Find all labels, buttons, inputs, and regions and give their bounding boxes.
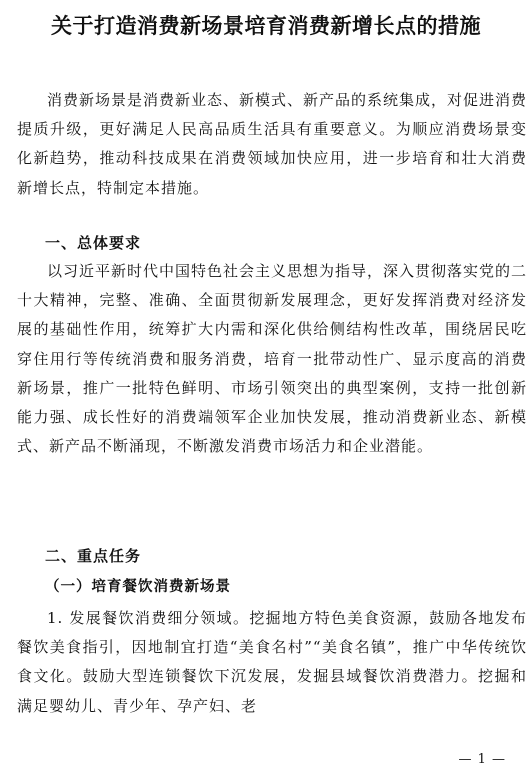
intro-paragraph: 消费新场景是消费新业态、新模式、新产品的系统集成，对促进消费提质升级，更好满足人民高品质生活具有重要意义。为顺应消费场景变化新趋势，推动科技成果在消费领域加快应用，进一步培育和壮大消费新增长点，特制定本措施。	[17, 91, 528, 197]
document-title: 关于打造消费新场景培育消费新增长点的措施	[51, 13, 481, 38]
subsection-heading-catering: （一）培育餐饮消费新场景	[45, 579, 231, 595]
section-heading-key-tasks: 二、重点任务	[45, 547, 142, 565]
item-1-paragraph: 1. 发展餐饮消费细分领域。挖掘地方特色美食资源，鼓励各地发布餐饮美食指引，因地制宜打造“美食名村”“美食名镇”，推广中华传统饮食文化。鼓励大型连锁餐饮下沉发展，发掘县域餐饮消费潜力。挖掘和满足婴幼儿、青少年、孕产妇、老	[17, 609, 527, 715]
section-heading-general-requirements: 一、总体要求	[45, 234, 142, 252]
page-number: — 1 —	[458, 752, 506, 767]
general-requirements-paragraph: 以习近平新时代中国特色社会主义思想为指导，深入贯彻落实党的二十大精神，完整、准确、全面贯彻新发展理念，更好发挥消费对经济发展的基础性作用，统筹扩大内需和深化供给侧结构性改革，围绕居民吃穿住用行等传统消费和服务消费，培育一批带动性广、显示度高的消费新场景，推广一批特色鲜明、市场引领突出的典型案例，支持一批创新能力强、成长性好的消费端领军企业加快发展，推动消费新业态、新模式、新产品不断涌现，不断激发消费市场活力和企业潜能。	[17, 262, 528, 456]
